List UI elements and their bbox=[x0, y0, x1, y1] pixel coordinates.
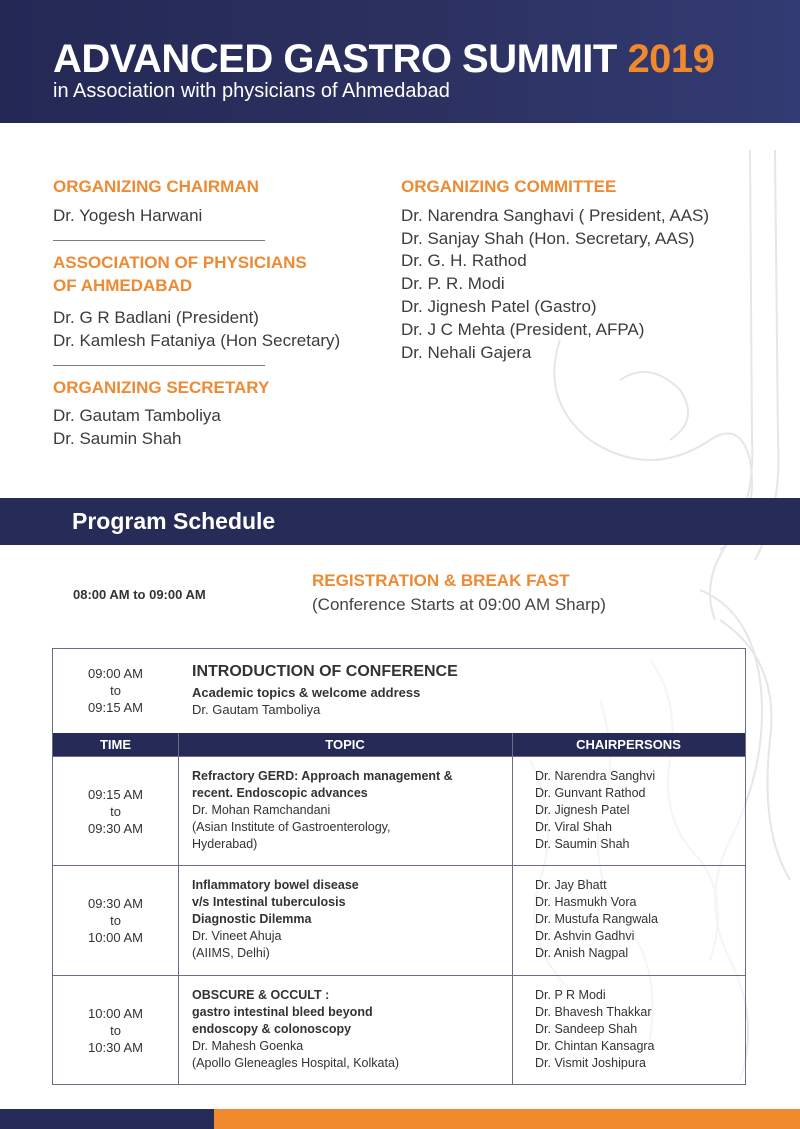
session-time-end: 10:30 AM bbox=[88, 1040, 143, 1055]
chairperson: Dr. Anish Nagpal bbox=[535, 946, 629, 960]
event-title bbox=[53, 37, 714, 82]
intro-time bbox=[53, 665, 178, 716]
topic-title-line: Refractory GERD: Approach management & bbox=[192, 769, 453, 783]
association-heading-line2: OF AHMEDABAD bbox=[53, 276, 193, 295]
committee-member: Dr. G. H. Rathod bbox=[401, 251, 527, 270]
chairperson: Dr. Sandeep Shah bbox=[535, 1022, 638, 1036]
event-subtitle: in Association with physicians of Ahmedabad bbox=[53, 80, 450, 102]
intro-speaker: Dr. Gautam Tamboliya bbox=[192, 702, 321, 717]
chairperson: Dr. Jignesh Patel bbox=[535, 803, 630, 817]
topic-speaker-line: Hyderabad) bbox=[192, 837, 258, 851]
event-title-text: ADVANCED GASTRO SUMMIT bbox=[53, 37, 617, 81]
chairperson: Dr. Hasmukh Vora bbox=[535, 895, 637, 909]
chairperson: Dr. Narendra Sanghvi bbox=[535, 769, 656, 783]
registration-note: (Conference Starts at 09:00 AM Sharp) bbox=[312, 595, 606, 614]
organizing-secretary-member: Dr. Gautam Tamboliya bbox=[53, 406, 221, 425]
program-schedule-heading: Program Schedule bbox=[72, 508, 276, 534]
chairperson: Dr. Viral Shah bbox=[535, 820, 612, 834]
chairperson: Dr. Mustufa Rangwala bbox=[535, 912, 658, 926]
header-banner bbox=[0, 0, 800, 123]
event-year: 2019 bbox=[627, 37, 715, 81]
topic-title-line: v/s Intestinal tuberculosis bbox=[192, 895, 346, 909]
session-chairpersons bbox=[535, 987, 655, 1072]
topic-speaker-line: Dr. Vineet Ahuja bbox=[192, 929, 282, 943]
session-time-end: 10:00 AM bbox=[88, 930, 143, 945]
chairperson: Dr. Vismit Joshipura bbox=[535, 1056, 646, 1070]
table-header bbox=[53, 733, 745, 756]
column-header-chairpersons: CHAIRPERSONS bbox=[576, 737, 681, 752]
session-time bbox=[53, 1005, 178, 1056]
session-chairpersons bbox=[535, 768, 655, 853]
topic-title-line: OBSCURE & OCCULT : bbox=[192, 988, 330, 1002]
intro-time-to: to bbox=[110, 683, 121, 698]
topic-speaker-line: Dr. Mohan Ramchandani bbox=[192, 803, 331, 817]
chairperson: Dr. P R Modi bbox=[535, 988, 606, 1002]
association-heading-line1: ASSOCIATION OF PHYSICIANS bbox=[53, 253, 307, 272]
committee-member: Dr. Narendra Sanghavi ( President, AAS) bbox=[401, 206, 710, 225]
topic-speaker-line: Dr. Mahesh Goenka bbox=[192, 1039, 304, 1053]
intro-time-end: 09:15 AM bbox=[88, 700, 143, 715]
committee-member: Dr. J C Mehta (President, AFPA) bbox=[401, 320, 645, 339]
topic-title-line: recent. Endoscopic advances bbox=[192, 786, 368, 800]
column-header-time: TIME bbox=[99, 737, 132, 752]
intro-time-start: 09:00 AM bbox=[88, 666, 143, 681]
schedule-table bbox=[52, 648, 746, 1085]
chairperson: Dr. Jay Bhatt bbox=[535, 878, 607, 892]
committee-member: Dr. Sanjay Shah (Hon. Secretary, AAS) bbox=[401, 229, 695, 248]
association-member: Dr. G R Badlani (President) bbox=[53, 308, 259, 327]
committee-member: Dr. P. R. Modi bbox=[401, 274, 505, 293]
organizing-secretary-heading: ORGANIZING SECRETARY bbox=[53, 378, 270, 397]
session-topic bbox=[192, 877, 359, 962]
session-time-start: 09:30 AM bbox=[88, 896, 143, 911]
organizing-committee-heading: ORGANIZING COMMITTEE bbox=[401, 177, 617, 196]
session-topic bbox=[192, 987, 399, 1072]
intro-title: INTRODUCTION OF CONFERENCE bbox=[192, 663, 458, 680]
table-row bbox=[53, 865, 745, 975]
session-time bbox=[53, 786, 178, 837]
topic-speaker-line: (AIIMS, Delhi) bbox=[192, 946, 270, 960]
session-time-end: 09:30 AM bbox=[88, 821, 143, 836]
topic-title-line: endoscopy & colonoscopy bbox=[192, 1022, 352, 1036]
registration-title: REGISTRATION & BREAK FAST bbox=[312, 571, 570, 590]
chairperson: Dr. Bhavesh Thakkar bbox=[535, 1005, 652, 1019]
topic-speaker-line: (Apollo Gleneagles Hospital, Kolkata) bbox=[192, 1056, 400, 1070]
topic-title-line: gastro intestinal bleed beyond bbox=[192, 1005, 373, 1019]
divider bbox=[53, 240, 265, 241]
committee-member: Dr. Nehali Gajera bbox=[401, 343, 532, 362]
session-time-to: to bbox=[110, 1023, 121, 1038]
session-time-start: 09:15 AM bbox=[88, 787, 143, 802]
chairperson: Dr. Ashvin Gadhvi bbox=[535, 929, 635, 943]
organizing-chairman-member: Dr. Yogesh Harwani bbox=[53, 206, 203, 225]
footer-bar-navy bbox=[0, 1109, 214, 1129]
session-chairpersons bbox=[535, 877, 658, 962]
session-topic bbox=[192, 768, 453, 853]
committee-member: Dr. Jignesh Patel (Gastro) bbox=[401, 297, 597, 316]
chairperson: Dr. Gunvant Rathod bbox=[535, 786, 646, 800]
chairperson: Dr. Saumin Shah bbox=[535, 837, 630, 851]
session-time-to: to bbox=[110, 913, 121, 928]
table-row bbox=[53, 756, 745, 865]
topic-speaker-line: (Asian Institute of Gastroenterology, bbox=[192, 820, 391, 834]
registration-time: 08:00 AM to 09:00 AM bbox=[73, 587, 206, 602]
association-member: Dr. Kamlesh Fataniya (Hon Secretary) bbox=[53, 331, 341, 350]
organizing-chairman-heading: ORGANIZING CHAIRMAN bbox=[53, 177, 259, 196]
topic-title-line: Inflammatory bowel disease bbox=[192, 878, 359, 892]
program-schedule-band bbox=[0, 498, 800, 545]
session-time bbox=[53, 895, 178, 946]
column-header-topic: TOPIC bbox=[325, 737, 365, 752]
divider bbox=[53, 365, 265, 366]
topic-title-line: Diagnostic Dilemma bbox=[192, 912, 312, 926]
session-time-to: to bbox=[110, 804, 121, 819]
table-row bbox=[53, 975, 745, 1085]
organizing-secretary-member: Dr. Saumin Shah bbox=[53, 429, 182, 448]
footer-bar-orange bbox=[214, 1109, 800, 1129]
intro-subtitle: Academic topics & welcome address bbox=[192, 685, 421, 700]
chairperson: Dr. Chintan Kansagra bbox=[535, 1039, 655, 1053]
session-time-start: 10:00 AM bbox=[88, 1006, 143, 1021]
